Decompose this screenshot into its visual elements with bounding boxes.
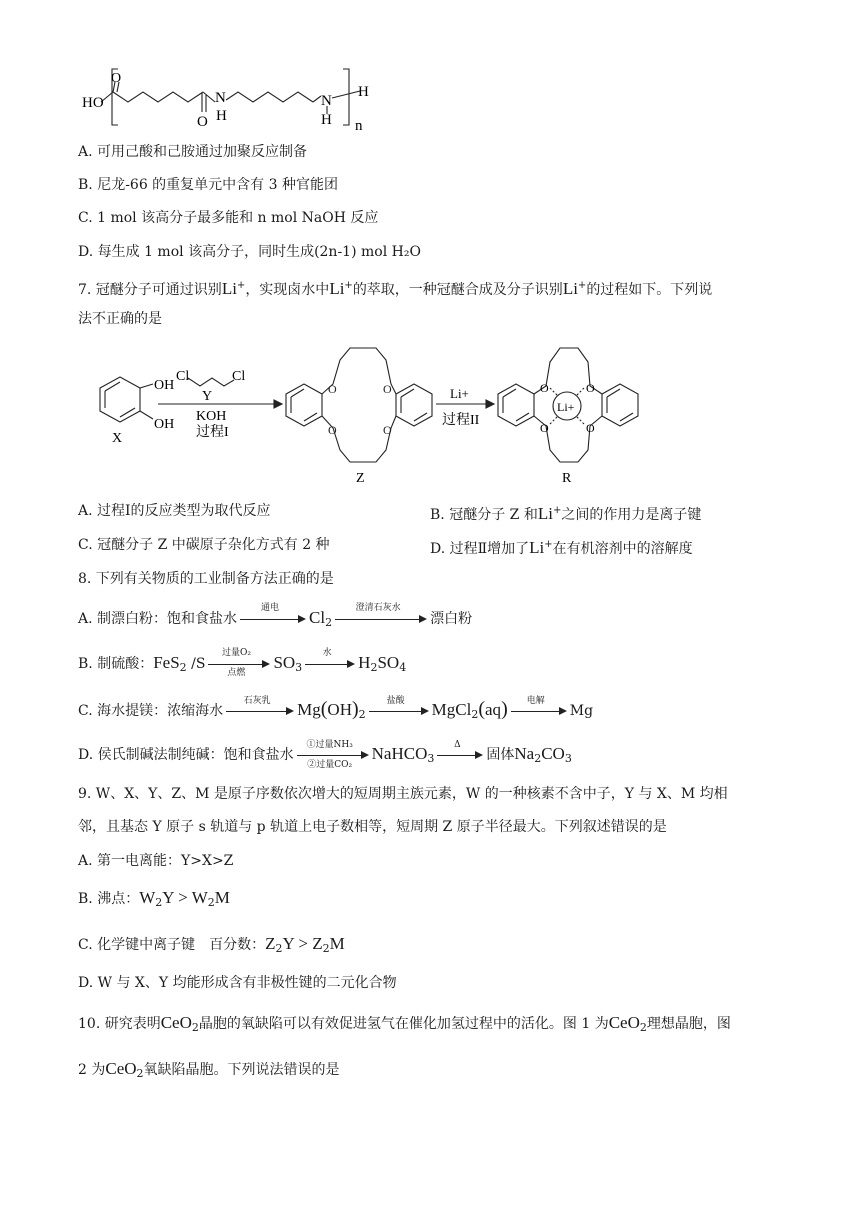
koh-label: KOH	[196, 409, 227, 424]
polymer-structure	[78, 62, 378, 138]
q8-option-c: C. 海水提镁：浓缩海水 石灰乳 $Mg(OH)_2$ 盐酸 MgCl$_2$(aq) 电解 Mg	[78, 696, 594, 721]
arrow-hcl: 盐酸	[369, 701, 429, 721]
arrow-nh3-co2: ①过量NH₃ ②过量CO₂	[297, 745, 369, 765]
q7-stem: 7. 冠醚分子可通过识别Li+，实现卤水中Li+的萃取，一种冠醚合成及分子识别Li+的过程如下。下列说	[78, 279, 713, 298]
q9-option-c: C. 化学键中离子键 百分数：$Z_2Y > Z_2M$	[78, 934, 345, 955]
arrow-heat: Δ	[437, 745, 483, 765]
arrow-electrolysis-mg: 电解	[511, 701, 567, 721]
q9-option-d: D. W 与 X、Y 均能形成含有非极性键的二元化合物	[78, 975, 397, 991]
q9-option-b: B. 沸点：$W_2Y > W_2M$	[78, 888, 230, 909]
polymer-ho: HO	[82, 95, 104, 111]
q7-stem-line2: 法不正确的是	[78, 311, 162, 327]
q6-option-a: A. 可用己酸和己胺通过加聚反应制备	[78, 144, 308, 160]
crown-ether-scheme	[78, 340, 658, 488]
z-label: Z	[356, 471, 365, 486]
y-cl-right: Cl	[232, 369, 246, 384]
x-oh-bottom: OH	[154, 417, 175, 432]
q7-option-d: D. 过程Ⅱ增加了Li+在有机溶剂中的溶解度	[430, 538, 693, 557]
process-2-label: 过程II	[442, 413, 480, 428]
svg-text:O: O	[328, 423, 337, 437]
svg-text:O: O	[586, 381, 595, 395]
svg-text:O: O	[383, 382, 392, 396]
polymer-n-bot: N	[321, 93, 332, 109]
q9-option-a: A. 第一电离能：Y>X>Z	[78, 853, 234, 869]
li-plus-label: Li+	[450, 386, 469, 401]
polymer-h-end: H	[358, 84, 369, 100]
q8-option-b: B. 制硫酸：FeS$_2$ /S 过量O₂ 点燃 $SO_3$ 水 $H_2SO_4$	[78, 648, 407, 678]
process-1-label: 过程I	[196, 425, 229, 440]
polymer-h-top: H	[216, 108, 227, 124]
q7-option-b: B. 冠醚分子 Z 和Li+之间的作用力是离子键	[430, 504, 702, 523]
q9-stem-line1: 9. W、X、Y、Z、M 是原子序数依次增大的短周期主族元素，W 的一种核素不含中子，Y 与 X、M 均相	[78, 786, 728, 802]
svg-text:O: O	[383, 423, 392, 437]
q6-option-b: B. 尼龙-66 的重复单元中含有 3 种官能团	[78, 177, 338, 193]
r-label: R	[562, 471, 572, 486]
q10-stem-line2: 2 为CeO$_2$氧缺陷晶胞。下列说法错误的是	[78, 1059, 340, 1080]
svg-text:O: O	[586, 421, 595, 435]
polymer-sub-n: n	[355, 118, 363, 134]
arrow-oxygen: 过量O₂ 点燃	[208, 654, 270, 674]
y-label: Y	[202, 389, 213, 404]
arrow-water: 水	[305, 654, 355, 674]
q7-option-a: A. 过程Ⅰ的反应类型为取代反应	[78, 503, 271, 519]
arrow-lime: 石灰乳	[226, 701, 294, 721]
polymer-o-acid: O	[111, 71, 122, 86]
svg-text:O: O	[540, 381, 549, 395]
q6-option-d: D. 每生成 1 mol 该高分子，同时生成(2n-1) mol H₂O	[78, 244, 421, 260]
svg-text:O: O	[328, 382, 337, 396]
x-label: X	[112, 431, 123, 446]
svg-text:O: O	[540, 421, 549, 435]
polymer-h-bot: H	[321, 112, 332, 128]
q6-option-c: C. 1 mol 该高分子最多能和 n mol NaOH 反应	[78, 210, 379, 226]
li-ion: Li+	[557, 400, 575, 414]
q8-stem: 8. 下列有关物质的工业制备方法正确的是	[78, 571, 334, 587]
q8-option-d: D. 侯氏制碱法制纯碱：饱和食盐水 ①过量NH₃ ②过量CO₂ NaHCO$_3$ Δ 固体$Na_2CO_3$	[78, 740, 572, 770]
q7-option-c: C. 冠醚分子 Z 中碳原子杂化方式有 2 种	[78, 537, 330, 553]
polymer-o-amide: O	[197, 114, 208, 130]
y-cl-left: Cl	[176, 369, 190, 384]
arrow-electrolysis: 通电	[240, 609, 306, 629]
x-oh-top: OH	[154, 378, 175, 393]
q8-option-a: A. 制漂白粉：饱和食盐水 通电 $Cl_2$ 澄清石灰水 漂白粉	[78, 603, 473, 629]
q9-stem-line2: 邻，且基态 Y 原子 s 轨道与 p 轨道上电子数相等，短周期 Z 原子半径最大。下列叙述错误的是	[78, 819, 667, 835]
polymer-n-top: N	[215, 90, 226, 106]
q10-stem-line1: 10. 研究表明CeO$_2$晶胞的氧缺陷可以有效促进氢气在催化加氢过程中的活化。图 1 为CeO$_2$理想晶胞，图	[78, 1013, 731, 1034]
arrow-limewater: 澄清石灰水	[335, 609, 427, 629]
